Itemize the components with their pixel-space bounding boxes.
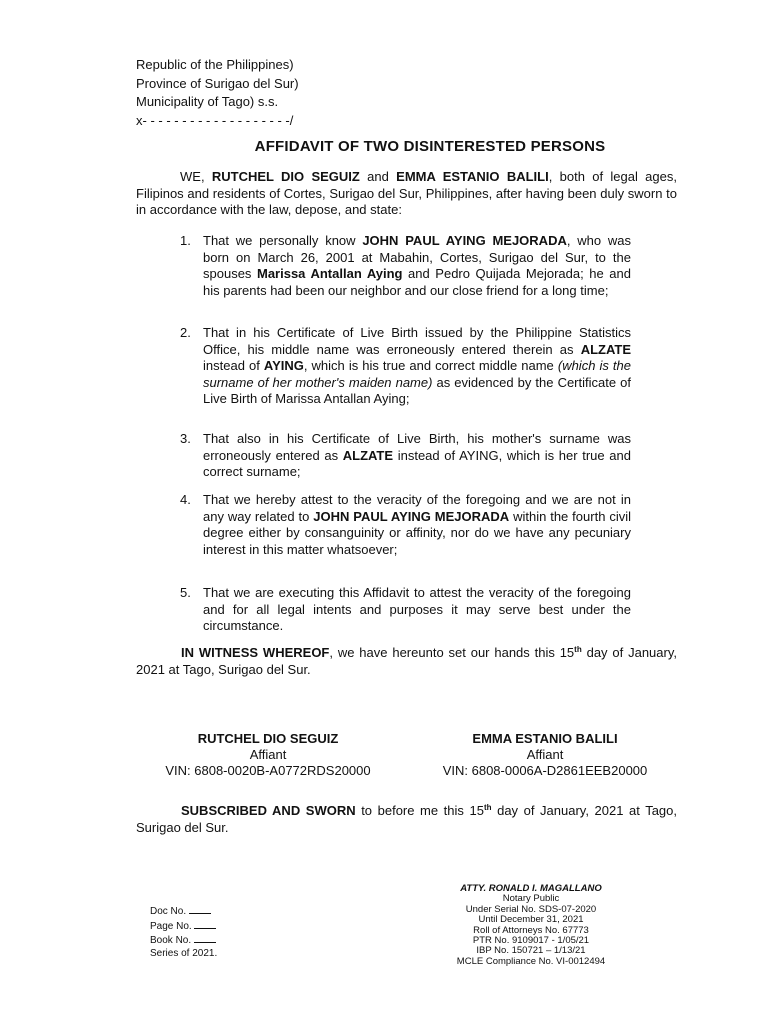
notary-mcle: MCLE Compliance No. VI-0012494 bbox=[456, 955, 606, 967]
venue-line-republic: Republic of the Philippines) bbox=[136, 57, 294, 72]
affiant-role: Affiant bbox=[249, 747, 287, 762]
intro-affiant-2: EMMA ESTANIO BALILI bbox=[396, 169, 549, 184]
item-text: That in his Certificate of Live Birth issued by the Philippine Statistics Office, his middle name was erroneously entered therein as bbox=[203, 325, 631, 357]
jurat-heading: SUBSCRIBED AND SWORN bbox=[181, 803, 356, 818]
item-body bbox=[203, 431, 631, 481]
series-line: Series of 2021. bbox=[150, 947, 218, 959]
intro-paragraph bbox=[136, 169, 677, 219]
item-bold-name: JOHN PAUL AYING MEJORADA bbox=[313, 508, 510, 524]
affiant-role: Affiant bbox=[526, 747, 564, 762]
item-text: , which is his true and correct middle name bbox=[303, 358, 558, 373]
signature-block-affiant-1 bbox=[131, 731, 405, 779]
item-body bbox=[203, 325, 631, 408]
document-title: AFFIDAVIT OF TWO DISINTERESTED PERSONS bbox=[254, 138, 606, 155]
affiant-name: RUTCHEL DIO SEGUIZ bbox=[197, 731, 339, 746]
item-number: 2. bbox=[180, 325, 191, 340]
item-body bbox=[203, 492, 631, 558]
item-text: as evidenced by the Certificate of Live Birth of Marissa Antallan Aying; bbox=[203, 374, 631, 406]
venue-line-separator: x- - - - - - - - - - - - - - - - - - -/ bbox=[136, 112, 294, 128]
item-number: 1. bbox=[180, 233, 191, 248]
witness-text: , we have hereunto set our hands this 15 bbox=[329, 645, 575, 660]
item-text: within the fourth civil degree either by consanguinity or affinity, nor do we have any pecuniary interest in this matter whatsoever; bbox=[203, 508, 631, 557]
intro-affiant-1: RUTCHEL DIO SEGUIZ bbox=[211, 169, 360, 184]
notary-serial: Under Serial No. SDS-07-2020 bbox=[465, 903, 597, 915]
item-number: 4. bbox=[180, 492, 191, 507]
notary-validity: Until December 31, 2021 bbox=[478, 914, 584, 926]
notary-ibp: IBP No. 150721 – 1/13/21 bbox=[476, 945, 586, 957]
item-bold-name: JOHN PAUL AYING MEJORADA bbox=[362, 233, 567, 248]
jurat-text: to before me this 15 bbox=[355, 803, 484, 818]
ordinal-suffix: th bbox=[483, 803, 492, 812]
page-no-blank bbox=[194, 919, 216, 929]
intro-we: WE, bbox=[180, 169, 212, 184]
witness-text: day of January, 2021 at Tago, Surigao del Sur. bbox=[136, 645, 677, 677]
intro-rest: , both of legal ages, Filipinos and residents of Cortes, Surigao del Sur, Philippines, after having been duly sworn to in accordance with the law, depose, and state: bbox=[136, 169, 677, 217]
doc-no-label: Doc No. bbox=[150, 906, 189, 917]
statement-item-5 bbox=[180, 585, 631, 635]
item-number: 5. bbox=[180, 585, 191, 600]
item-bold-name: ALZATE bbox=[580, 341, 631, 357]
notary-roll: Roll of Attorneys No. 67773 bbox=[473, 924, 589, 936]
doc-no-blank bbox=[189, 904, 211, 914]
statement-item-4 bbox=[180, 492, 631, 558]
item-text: That also in his Certificate of Live Birth, his mother's surname was erroneously entered as bbox=[203, 431, 631, 463]
item-body bbox=[203, 233, 631, 299]
jurat-paragraph bbox=[136, 803, 677, 836]
notary-name: ATTY. RONALD I. MAGALLANO bbox=[460, 883, 602, 894]
item-bold-name: AYING bbox=[263, 358, 304, 373]
doc-no-line bbox=[150, 904, 217, 919]
item-number: 3. bbox=[180, 431, 191, 446]
affiant-name: EMMA ESTANIO BALILI bbox=[472, 731, 618, 746]
affiant-vin: VIN: 6808-0006A-D2861EEB20000 bbox=[442, 763, 648, 778]
item-body bbox=[203, 585, 631, 635]
statement-item-2 bbox=[180, 325, 631, 408]
book-no-label: Book No. bbox=[150, 935, 194, 946]
statement-item-1 bbox=[180, 233, 631, 299]
ordinal-suffix: th bbox=[574, 645, 582, 654]
item-text: , who was born on March 26, 2001 at Mabahin, Cortes, Surigao del Sur, to the spouses bbox=[203, 233, 631, 281]
jurat-text: day of January, 2021 at Tago, Surigao del Sur. bbox=[136, 803, 677, 835]
item-bold-name: ALZATE bbox=[342, 447, 394, 463]
item-bold-name: Marissa Antallan Aying bbox=[256, 266, 403, 281]
intro-and: and bbox=[359, 169, 397, 184]
page-no-label: Page No. bbox=[150, 920, 195, 932]
item-text: That we hereby attest to the veracity of the foregoing and we are not in any way related to bbox=[203, 492, 631, 524]
signature-block-affiant-2 bbox=[408, 731, 682, 779]
item-text: and Pedro Quijada Mejorada; he and his parents had been our neighbor and our close friend for a long time; bbox=[203, 266, 631, 298]
venue-block bbox=[136, 56, 299, 130]
statement-item-3 bbox=[180, 431, 631, 481]
item-italic-note: (which is the surname of her mother's maiden name) bbox=[203, 358, 631, 390]
venue-line-municipality: Municipality of Tago) s.s. bbox=[136, 94, 279, 109]
notary-ptr: PTR No. 9109017 - 1/05/21 bbox=[472, 935, 590, 947]
witness-heading: IN WITNESS WHEREOF bbox=[181, 645, 330, 660]
item-text: instead of AYING, which is her true and correct surname; bbox=[203, 447, 631, 479]
notarial-register-block bbox=[150, 904, 217, 960]
item-text: instead of bbox=[203, 358, 264, 373]
item-text: That we are executing this Affidavit to attest the veracity of the foregoing and for all legal intents and purposes it may serve best under the circumstance. bbox=[203, 585, 631, 633]
item-text: That we personally know bbox=[203, 233, 363, 248]
witness-paragraph bbox=[136, 645, 677, 678]
affiant-vin: VIN: 6808-0020B-A0772RDS20000 bbox=[165, 763, 371, 778]
notary-title: Notary Public bbox=[502, 893, 560, 905]
venue-line-province: Province of Surigao del Sur) bbox=[136, 75, 299, 91]
book-no-line bbox=[150, 933, 217, 948]
notary-block bbox=[431, 884, 631, 967]
page-no-line bbox=[150, 919, 217, 934]
book-no-blank bbox=[194, 933, 216, 943]
